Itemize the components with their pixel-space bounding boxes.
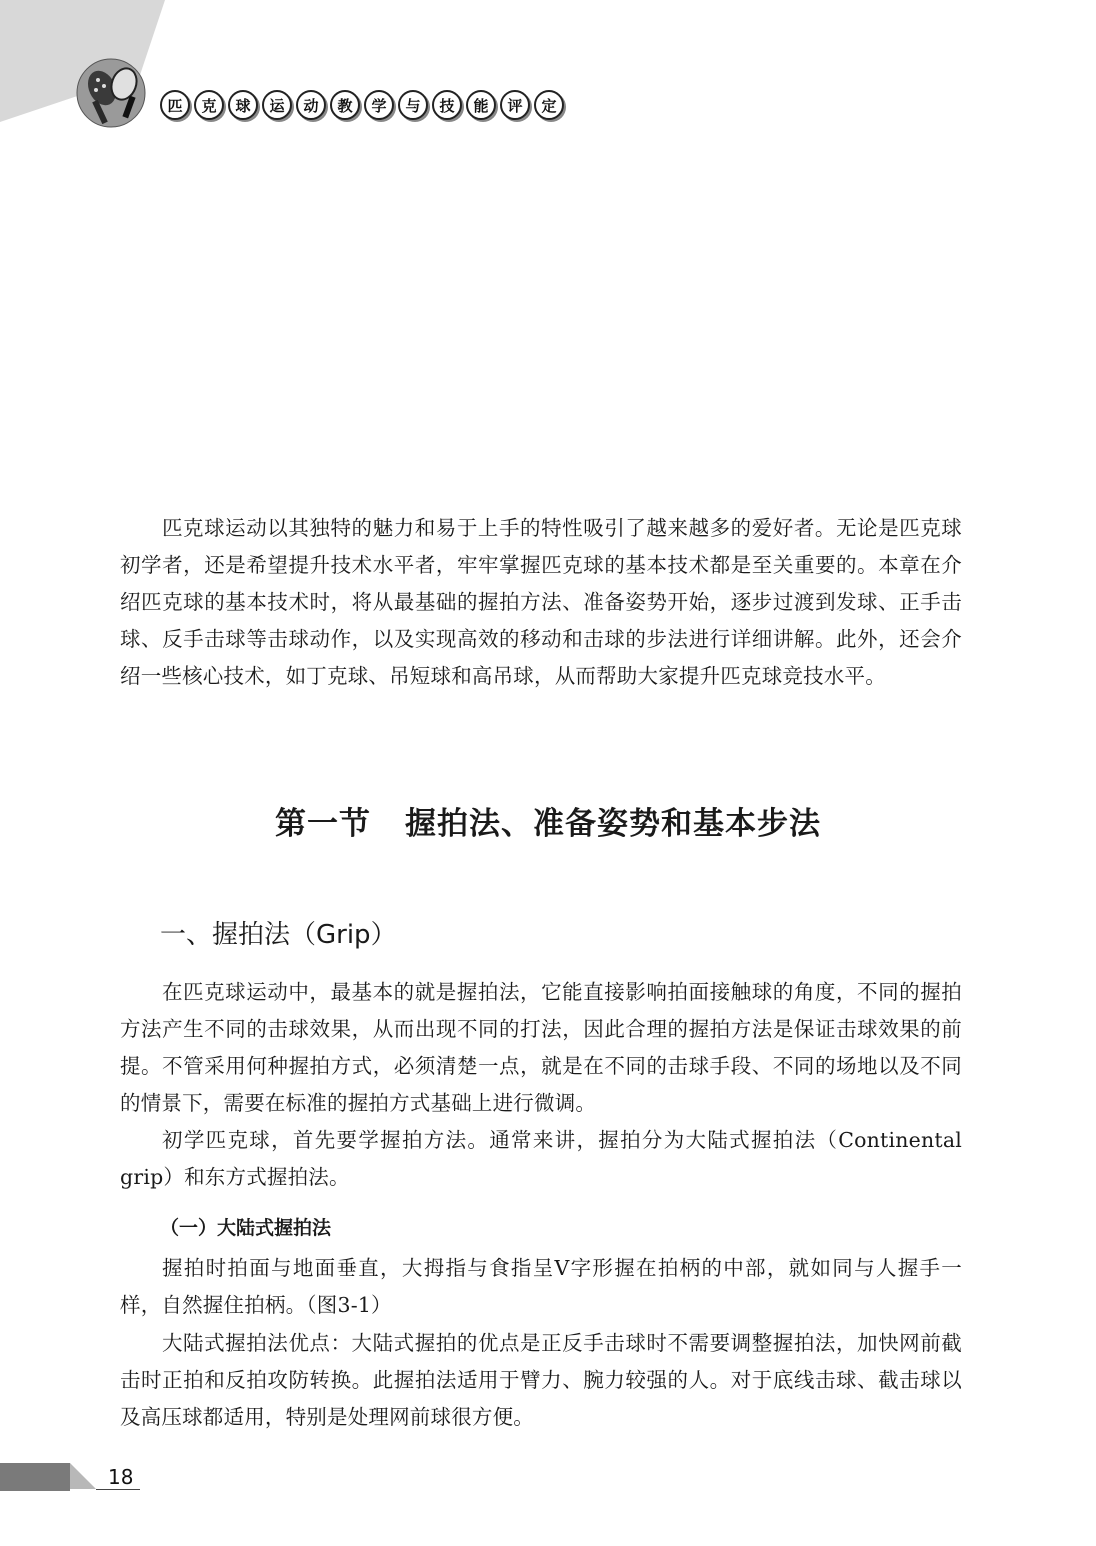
header-title-char: 匹 [160, 90, 190, 120]
header-title-char: 动 [296, 90, 326, 120]
header-title-char: 能 [466, 90, 496, 120]
section-title [0, 798, 1096, 843]
footer-rule [96, 1489, 140, 1490]
section-number: 第一节 [275, 806, 371, 842]
header-title-char: 球 [228, 90, 258, 120]
subsection-heading: 一、握拍法（Grip） [160, 920, 397, 950]
subsection-paragraph: 在匹克球运动中，最基本的就是握拍法，它能直接影响拍面接触球的角度，不同的握拍方法产生不同的击球效果，从而出现不同的打法，因此合理的握拍方法是保证击球效果的前提。不管采用何种握拍方式，必须清楚一点，就是在不同的击球手段、不同的场地以及不同的情景下，需要在标准的握拍方式基础上进行微调。 [120, 980, 962, 1115]
section-title-text: 握拍法、准备姿势和基本步法 [405, 806, 821, 842]
subsubsection-paragraph: 大陆式握拍法优点：大陆式握拍的优点是正反手击球时不需要调整握拍法，加快网前截击时正拍和反拍攻防转换。此握拍法适用于臂力、腕力较强的人。对于底线击球、截击球以及高压球都适用，特别是处理网前球很方便。 [120, 1331, 962, 1429]
header-title-char: 技 [432, 90, 462, 120]
header-title-char: 运 [262, 90, 292, 120]
subsubsection-heading: （一）大陆式握拍法 [160, 1217, 332, 1239]
pickleball-racket-icon [76, 58, 146, 128]
header-title-char: 克 [194, 90, 224, 120]
subsubsection-paragraph: 握拍时拍面与地面垂直，大拇指与食指呈V字形握在拍柄的中部，就如同与人握手一样，自然握住拍柄。（图3-1） [120, 1256, 962, 1317]
page-number: 18 [108, 1465, 134, 1489]
header-title-char: 定 [534, 90, 564, 120]
intro-paragraph: 匹克球运动以其独特的魅力和易于上手的特性吸引了越来越多的爱好者。无论是匹克球初学者，还是希望提升技术水平者，牢牢掌握匹克球的基本技术都是至关重要的。本章在介绍匹克球的基本技术时，将从最基础的握拍方法、准备姿势开始，逐步过渡到发球、正手击球、反手击球等击球动作，以及实现高效的移动和击球的步法进行详细讲解。此外，还会介绍一些核心技术，如丁克球、吊短球和高吊球，从而帮助大家提升匹克球竞技水平。 [120, 516, 962, 688]
header-title-char: 评 [500, 90, 530, 120]
header-title-char: 教 [330, 90, 360, 120]
footer-bar-decoration [0, 1463, 100, 1491]
subsection-paragraph: 初学匹克球，首先要学握拍方法。通常来讲，握拍分为大陆式握拍法（Continental grip）和东方式握拍法。 [120, 1128, 962, 1189]
header-book-title [160, 90, 564, 120]
header-title-char: 与 [398, 90, 428, 120]
header-title-char: 学 [364, 90, 394, 120]
